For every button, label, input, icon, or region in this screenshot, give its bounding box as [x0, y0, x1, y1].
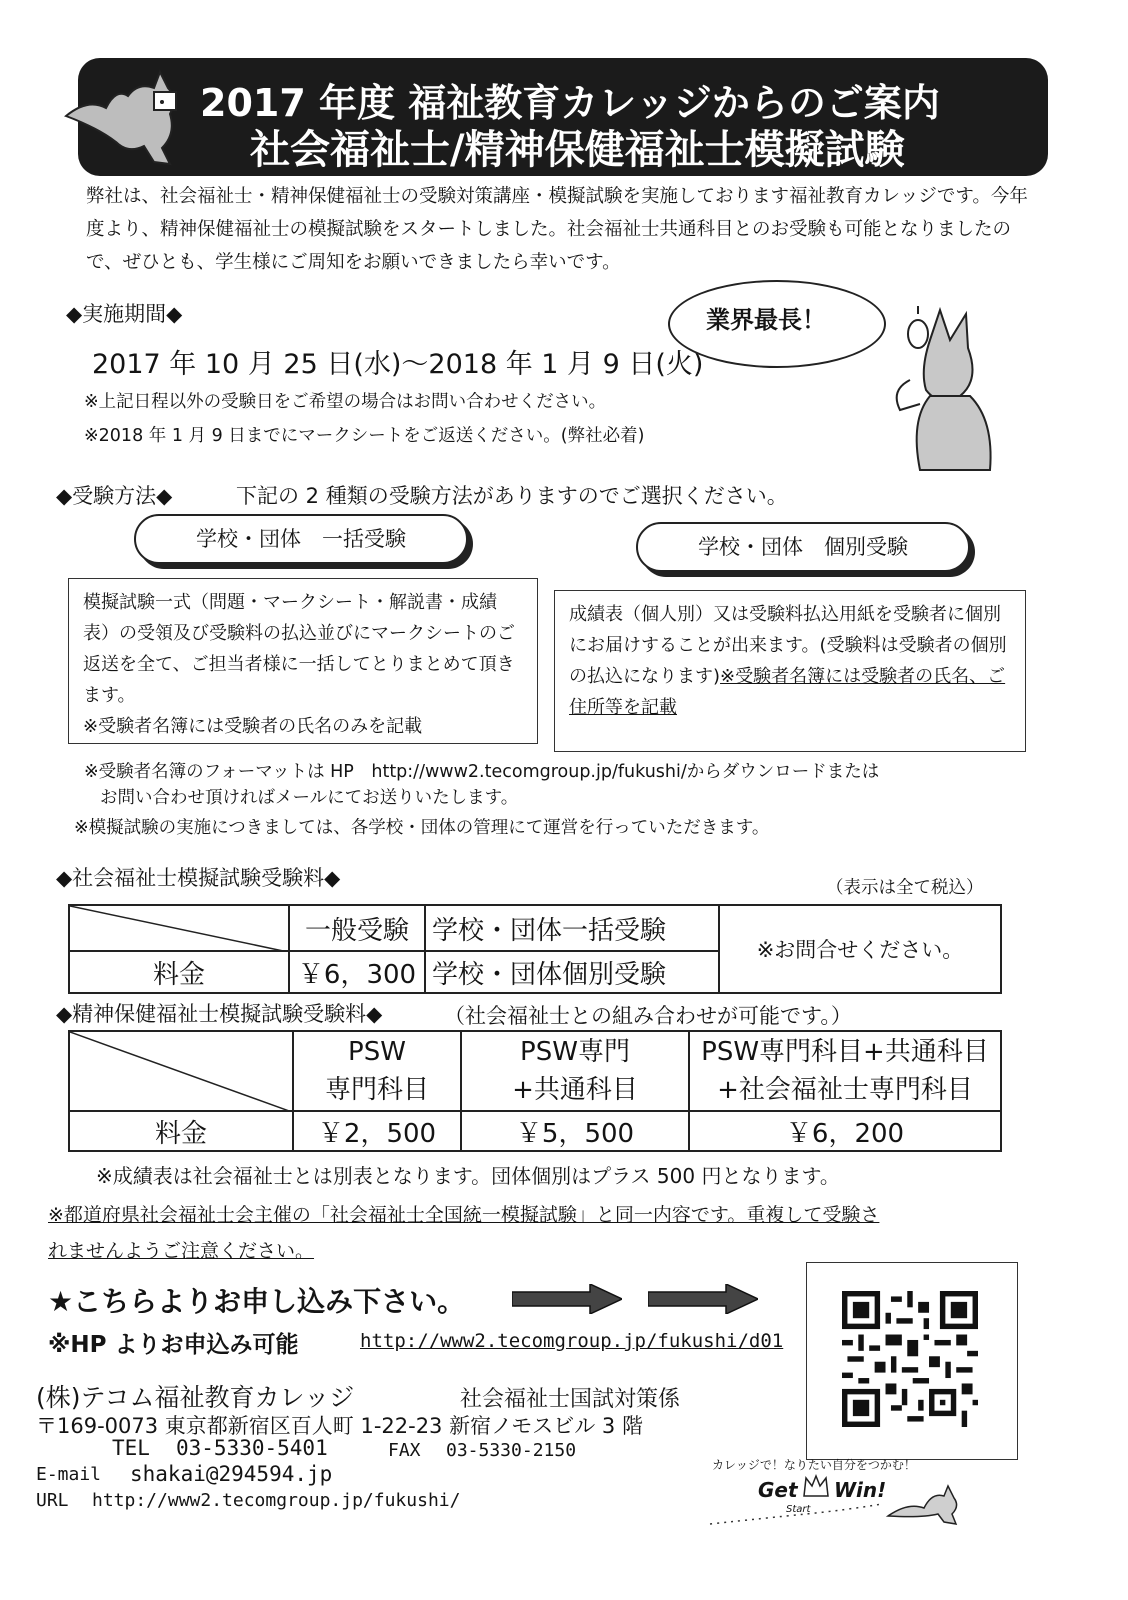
apply-hp-link[interactable]: http://www2.tecomgroup.jp/fukushi/d01	[360, 1330, 784, 1352]
option-bulk-note: ※受験者名簿には受験者の氏名のみを記載	[83, 716, 423, 737]
option-bulk-box	[68, 578, 538, 744]
format-note-2: お問い合わせ頂ければメールにてお送りいたします。	[100, 788, 519, 808]
option-individual-label-oval	[636, 522, 970, 572]
duplicate-note-1: ※都道府県社会福祉士会主催の「社会福祉士全国統一模擬試験」と同一内容です。重複して受験さ	[48, 1204, 880, 1226]
grade-note: ※成績表は社会福祉士とは別表となります。団体個別はプラス 500 円となります。	[96, 1164, 840, 1188]
url-label: URL	[36, 1490, 69, 1511]
sw-row-label: 料金	[69, 951, 289, 993]
psw-col-3-line1: PSW専門科目+共通科目	[701, 1037, 989, 1067]
kangaroo-mascot-icon	[58, 58, 188, 168]
header-title-line1: 2017 年度 福祉教育カレッジからのご案内	[200, 81, 940, 125]
period-heading: ◆実施期間◆	[66, 302, 183, 326]
operation-note: ※模擬試験の実施につきましては、各学校・団体の管理にて運営を行っていただきます。	[74, 818, 770, 838]
tax-note: （表示は全て税込）	[826, 878, 984, 898]
period-note-1: ※上記日程以外の受験日をご希望の場合はお問い合わせください。	[84, 392, 607, 412]
option-bulk-label: 学校・団体 一括受験	[196, 527, 406, 551]
option-individual-box	[554, 590, 1026, 752]
company-dept: 社会福祉士国試対策係	[460, 1387, 681, 1412]
sw-fee-table	[68, 904, 1002, 994]
email-label: E-mail	[36, 1464, 102, 1485]
psw-col-3-line2: +社会福祉士専門科目	[717, 1075, 973, 1105]
psw-col-1	[293, 1031, 461, 1111]
sw-col-general: 一般受験	[289, 905, 425, 951]
method-lead: 下記の 2 種類の受験方法がありますのでご選択ください。	[236, 484, 788, 508]
sw-col-group-indiv: 学校・団体個別受験	[425, 951, 719, 993]
psw-fee-heading: ◆精神保健福祉士模擬試験受験料◆	[56, 1002, 383, 1026]
fax-number: 03-5330-2150	[446, 1440, 577, 1461]
right-arrow-icon	[648, 1284, 758, 1314]
slogan-start: Start	[786, 1504, 811, 1515]
qr-code-frame	[806, 1262, 1018, 1460]
option-individual-note: ※受験者名簿には受験者の氏名、ご住所等を記載	[569, 666, 1006, 718]
right-arrow-icon	[512, 1284, 622, 1314]
format-note-1: ※受験者名簿のフォーマットは HP http://www2.tecomgroup.jp/fukushi/からダウンロードまたは	[84, 762, 880, 782]
psw-row-label: 料金	[69, 1111, 293, 1151]
company-url[interactable]: http://www2.tecomgroup.jp/fukushi/	[92, 1490, 461, 1511]
fax-label: FAX	[388, 1440, 421, 1461]
slogan-text: カレッジで！なりたい自分をつかむ！	[712, 1458, 916, 1472]
sw-contact: ※お問合せください。	[719, 905, 1001, 993]
apply-hp-label: ※HP よりお申込み可能	[48, 1332, 299, 1358]
psw-col-2	[461, 1031, 689, 1111]
psw-col-3	[689, 1031, 1001, 1111]
period-note-2: ※2018 年 1 月 9 日までにマークシートをご返送ください。(弊社必着)	[84, 426, 645, 446]
sw-price-general: ￥6，300	[289, 951, 425, 993]
psw-price-1: ￥2，500	[293, 1111, 461, 1151]
psw-col-2-line2: +共通科目	[512, 1075, 638, 1105]
header-title-line2: 社会福祉士/精神保健福祉士模擬試験	[250, 127, 905, 173]
small-kangaroo-icon	[884, 1482, 964, 1526]
option-individual-body: 成績表（個人別）又は受験料払込用紙を受験者に個別にお届けすることが出来ます。(受験料は受験者の個別の払込になります)	[569, 604, 1007, 687]
psw-col-1-line2: 専門科目	[324, 1075, 429, 1105]
speech-bubble-text: 業界最長！	[706, 306, 826, 334]
psw-fee-table	[68, 1030, 1002, 1152]
period-dates: 2017 年 10 月 25 日(水)～2018 年 1 月 9 日(火)	[92, 349, 704, 380]
sw-fee-corner-cell	[69, 905, 289, 951]
email-address[interactable]: shakai@294594.jp	[130, 1462, 333, 1486]
psw-col-2-line1: PSW専門	[520, 1037, 630, 1067]
slogan-win: Win!	[834, 1478, 887, 1502]
psw-col-1-line1: PSW	[348, 1037, 406, 1067]
donkey-mascot-icon	[870, 300, 1010, 480]
company-name: (株)テコム福祉教育カレッジ	[36, 1383, 355, 1412]
sw-col-group-bulk: 学校・団体一括受験	[425, 905, 719, 951]
sw-fee-heading: ◆社会福祉士模擬試験受験料◆	[56, 866, 341, 890]
crown-icon	[802, 1472, 830, 1500]
option-bulk-body: 模擬試験一式（問題・マークシート・解説書・成績表）の受領及び受験料の払込並びにマークシートのご返送を全て、ご担当者様に一括してとりまとめて頂きます。	[83, 592, 515, 706]
psw-fee-corner-cell	[69, 1031, 293, 1111]
duplicate-note-2: れませんようご注意ください。	[48, 1240, 315, 1262]
slogan-get: Get	[758, 1478, 798, 1502]
intro-paragraph: 弊社は、社会福祉士・精神保健福祉士の受験対策講座・模擬試験を実施しております福祉教育カレッジです。今年度より、精神保健福祉士の模擬試験をスタートしました。社会福祉士共通科目とのお受験も可能となりましたので、ぜひとも、学生様にご周知をお願いできましたら幸いです。	[86, 186, 1028, 273]
psw-price-3: ￥6，200	[689, 1111, 1001, 1151]
psw-fee-heading-note: （社会福祉士との組み合わせが可能です。）	[444, 1004, 852, 1028]
option-bulk-label-oval	[134, 514, 468, 564]
tel-number[interactable]: 03-5330-5401	[176, 1436, 328, 1460]
option-individual-label: 学校・団体 個別受験	[698, 535, 908, 559]
qr-code-icon[interactable]	[835, 1291, 985, 1427]
tel-label: TEL	[112, 1436, 150, 1460]
company-address: 〒169-0073 東京都新宿区百人町 1-22-23 新宿ノモスビル 3 階	[36, 1414, 643, 1438]
psw-price-2: ￥5，500	[461, 1111, 689, 1151]
method-heading: ◆受験方法◆	[56, 484, 173, 508]
apply-cta: ★こちらよりお申し込み下さい。	[48, 1285, 466, 1318]
